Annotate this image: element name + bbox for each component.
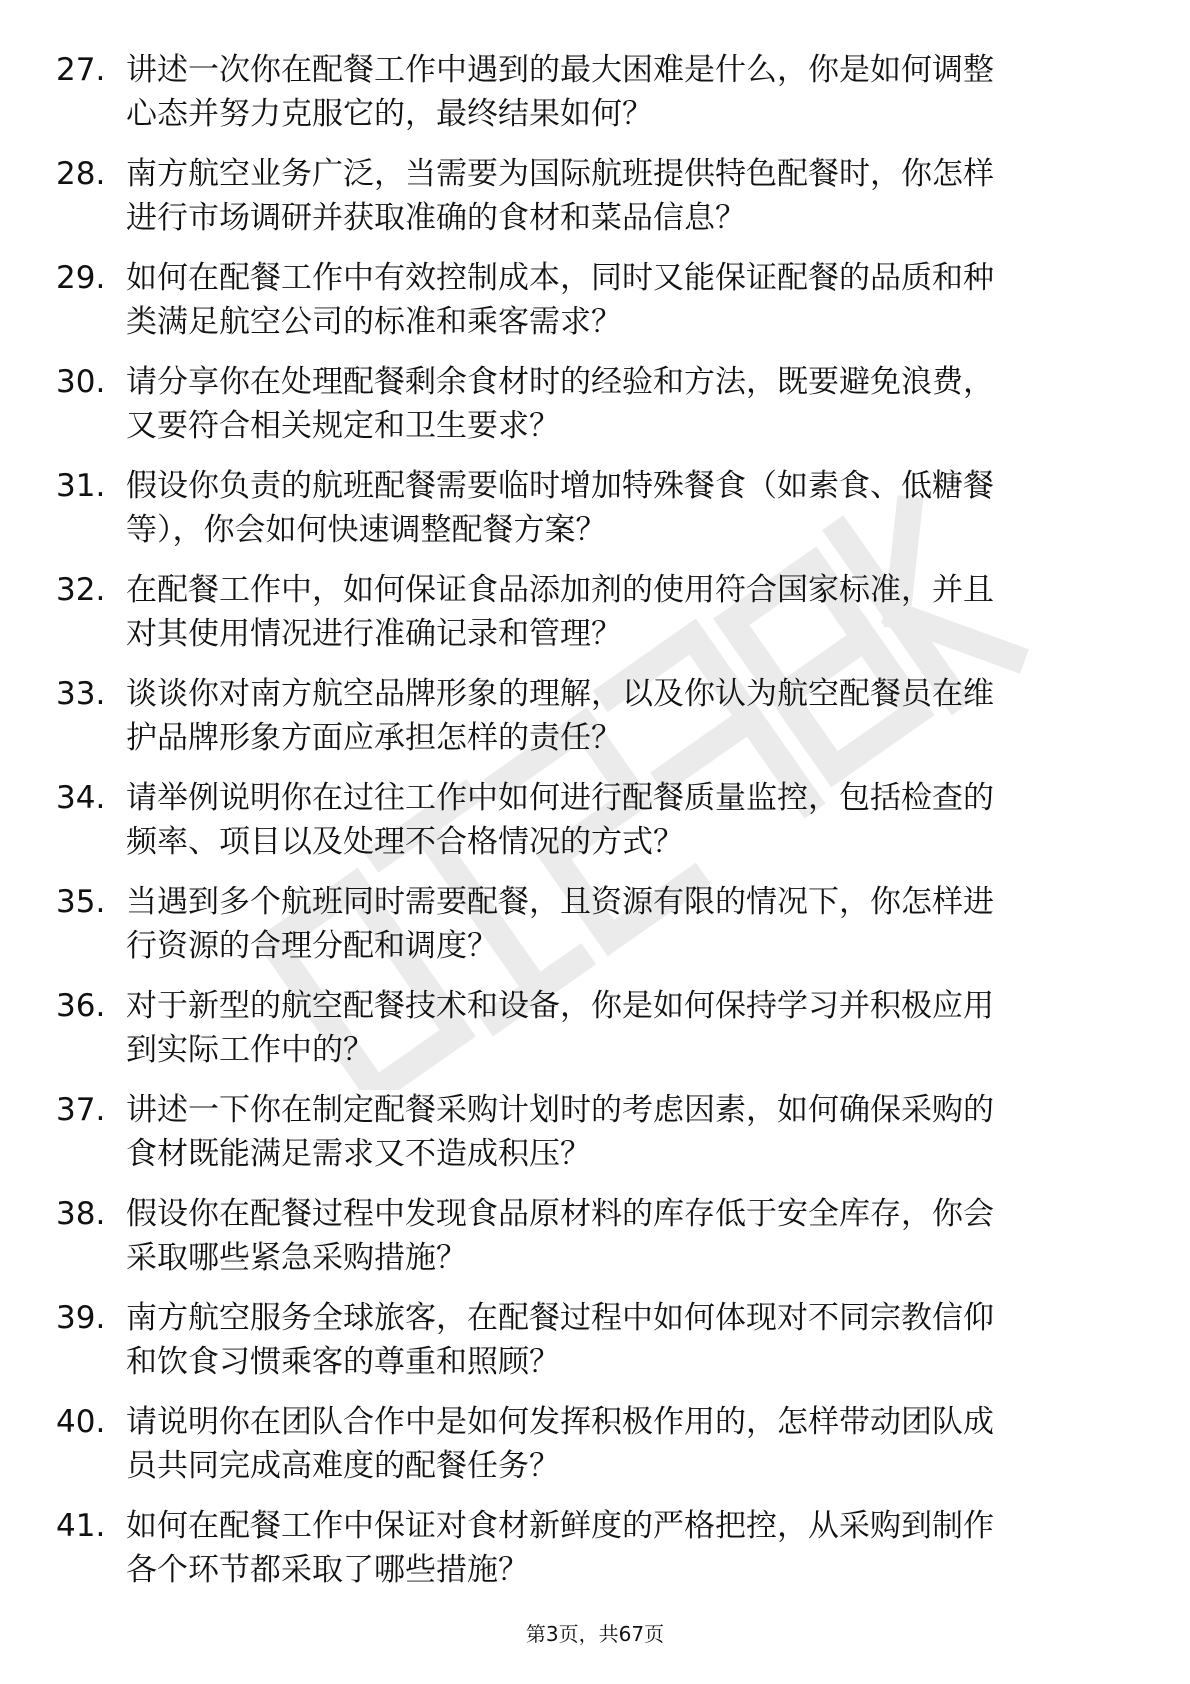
question-number: 37. [56,1092,106,1128]
question-text [126,360,1106,448]
question-list [0,48,1190,1608]
question-item-40 [0,1400,1190,1504]
question-number: 35. [56,884,106,920]
question-line: 类满足航空公司的标准和乘客需求？ [126,304,622,340]
question-item-38 [0,1192,1190,1296]
question-text [126,1400,1106,1488]
question-line: 对其使用情况进行准确记录和管理？ [126,616,622,652]
question-item-33 [0,672,1190,776]
question-number: 36. [56,988,106,1024]
question-line: 对于新型的航空配餐技术和设备，你是如何保持学习并积极应用 [126,988,994,1024]
question-line: 讲述一次你在配餐工作中遇到的最大困难是什么，你是如何调整 [126,52,994,88]
question-item-36 [0,984,1190,1088]
question-item-37 [0,1088,1190,1192]
question-line: 当遇到多个航班同时需要配餐，且资源有限的情况下，你怎样进 [126,884,994,920]
question-number: 29. [56,260,106,296]
question-item-35 [0,880,1190,984]
question-line: 各个环节都采取了哪些措施？ [126,1552,529,1588]
page-footer [0,1620,1190,1648]
question-text [126,984,1106,1072]
question-line: 员共同完成高难度的配餐任务？ [126,1448,560,1484]
question-line: 请举例说明你在过往工作中如何进行配餐质量监控，包括检查的 [126,780,994,816]
question-line: 如何在配餐工作中有效控制成本，同时又能保证配餐的品质和种 [126,260,994,296]
question-line: 南方航空业务广泛，当需要为国际航班提供特色配餐时，你怎样 [126,156,994,192]
question-number: 34. [56,780,106,816]
question-number: 41. [56,1508,106,1544]
question-number: 33. [56,676,106,712]
question-line: 请分享你在处理配餐剩余食材时的经验和方法，既要避免浪费， [126,364,994,400]
question-item-28 [0,152,1190,256]
question-number: 27. [56,52,106,88]
question-item-41 [0,1504,1190,1608]
question-item-30 [0,360,1190,464]
question-number: 39. [56,1300,106,1336]
question-item-32 [0,568,1190,672]
question-item-31 [0,464,1190,568]
question-line: 等），你会如何快速调整配餐方案？ [126,512,607,548]
question-number: 32. [56,572,106,608]
question-number: 40. [56,1404,106,1440]
question-line: 和饮食习惯乘客的尊重和照顾？ [126,1344,560,1380]
question-item-27 [0,48,1190,152]
question-text [126,776,1106,864]
question-line: 又要符合相关规定和卫生要求？ [126,408,560,444]
question-line: 行资源的合理分配和调度？ [126,928,498,964]
question-line: 到实际工作中的？ [126,1032,374,1068]
question-text [126,1192,1106,1280]
question-line: 护品牌形象方面应承担怎样的责任？ [126,720,622,756]
question-line: 假设你负责的航班配餐需要临时增加特殊餐食（如素食、低糖餐 [126,468,994,504]
question-text [126,256,1106,344]
question-item-39 [0,1296,1190,1400]
question-line: 假设你在配餐过程中发现食品原材料的库存低于安全库存，你会 [126,1196,994,1232]
question-number: 30. [56,364,106,400]
question-line: 频率、项目以及处理不合格情况的方式？ [126,824,684,860]
question-line: 采取哪些紧急采购措施？ [126,1240,467,1276]
question-item-29 [0,256,1190,360]
question-text [126,1088,1106,1176]
question-text [126,464,1106,552]
question-item-34 [0,776,1190,880]
question-text [126,1296,1106,1384]
question-line: 心态并努力克服它的，最终结果如何？ [126,96,653,132]
question-line: 南方航空服务全球旅客，在配餐过程中如何体现对不同宗教信仰 [126,1300,994,1336]
question-text [126,568,1106,656]
page-number-label: 第3页，共67页 [525,1622,665,1646]
question-number: 28. [56,156,106,192]
question-text [126,672,1106,760]
question-line: 食材既能满足需求又不造成积压？ [126,1136,591,1172]
question-line: 在配餐工作中，如何保证食品添加剂的使用符合国家标准，并且 [126,572,994,608]
question-text [126,1504,1106,1592]
question-line: 进行市场调研并获取准确的食材和菜品信息？ [126,200,746,236]
question-number: 38. [56,1196,106,1232]
question-line: 讲述一下你在制定配餐采购计划时的考虑因素，如何确保采购的 [126,1092,994,1128]
question-text [126,880,1106,968]
question-text [126,152,1106,240]
question-text [126,48,1106,136]
question-line: 如何在配餐工作中保证对食材新鲜度的严格把控，从采购到制作 [126,1508,994,1544]
question-number: 31. [56,468,106,504]
question-line: 谈谈你对南方航空品牌形象的理解，以及你认为航空配餐员在维 [126,676,994,712]
question-line: 请说明你在团队合作中是如何发挥积极作用的，怎样带动团队成 [126,1404,994,1440]
